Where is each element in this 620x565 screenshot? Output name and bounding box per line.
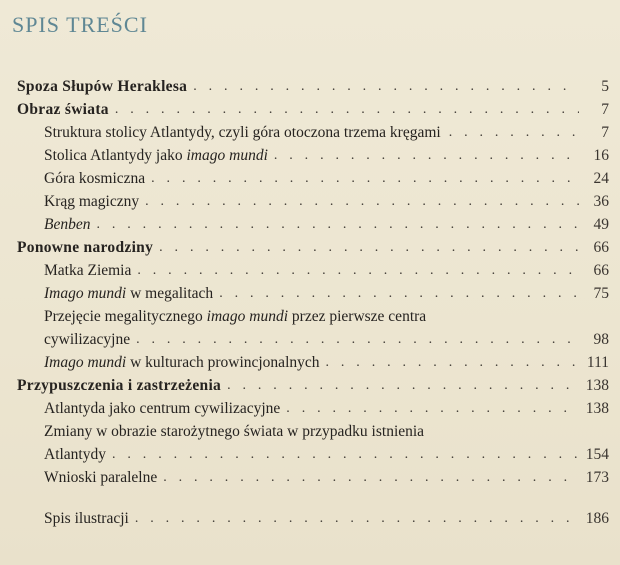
toc-page-number: 75 bbox=[593, 285, 609, 302]
leader-dots bbox=[219, 282, 579, 305]
toc-entry bbox=[17, 213, 609, 236]
table-of-contents bbox=[17, 75, 609, 530]
toc-entry-label: Spis ilustracji bbox=[44, 510, 129, 527]
toc-entry-label: Benben bbox=[44, 216, 91, 233]
toc-entry-label: Przypuszczenia i zastrzeżenia bbox=[17, 377, 222, 394]
toc-page-number: 66 bbox=[593, 239, 609, 256]
leader-dots bbox=[274, 144, 579, 167]
toc-entry bbox=[17, 328, 609, 351]
toc-entry-label: Spoza Słupów Heraklesa bbox=[17, 78, 188, 95]
leader-dots bbox=[449, 121, 579, 144]
toc-page-number: 7 bbox=[601, 101, 609, 118]
toc-entry-label: Atlantyda jako centrum cywilizacyjne bbox=[44, 400, 281, 417]
toc-entry-label: Obraz świata bbox=[17, 101, 109, 118]
toc-entry-line1: Zmiany w obrazie starożytnego świata w przypadku istnienia bbox=[44, 423, 425, 440]
toc-entry-label: cywilizacyjne bbox=[44, 331, 131, 348]
toc-entry-line1: Przejęcie megalitycznego imago mundi przez pierwsze centra bbox=[44, 308, 427, 325]
toc-page-number: 138 bbox=[585, 400, 609, 417]
leader-dots bbox=[96, 213, 579, 236]
toc-entry-label: Matka Ziemia bbox=[44, 262, 132, 279]
leader-dots bbox=[145, 190, 579, 213]
leader-dots bbox=[326, 351, 580, 374]
toc-entry bbox=[17, 397, 609, 420]
page-title: SPIS TREŚCI bbox=[12, 12, 148, 37]
toc-page-number: 66 bbox=[593, 262, 609, 279]
toc-entry-label: Stolica Atlantydy jako imago mundi bbox=[44, 147, 268, 164]
toc-page-number: 36 bbox=[593, 193, 609, 210]
leader-dots bbox=[159, 236, 579, 259]
leader-dots bbox=[136, 328, 579, 351]
toc-entry-label: Góra kosmiczna bbox=[44, 170, 146, 187]
toc-page-number: 5 bbox=[601, 78, 609, 95]
toc-page-number: 7 bbox=[601, 124, 609, 141]
toc-page-number: 16 bbox=[593, 147, 609, 164]
toc-page-number: 154 bbox=[585, 446, 609, 463]
toc-page-number: 138 bbox=[585, 377, 609, 394]
toc-page-number: 49 bbox=[593, 216, 609, 233]
leader-dots bbox=[115, 98, 579, 121]
toc-entry bbox=[17, 507, 609, 530]
toc-entry bbox=[17, 75, 609, 98]
toc-entry-label: Imago mundi w megalitach bbox=[44, 285, 214, 302]
toc-entry bbox=[17, 236, 609, 259]
toc-entry-label: Wnioski paralelne bbox=[44, 469, 158, 486]
toc-page-number: 98 bbox=[593, 331, 609, 348]
spacer bbox=[17, 489, 609, 507]
toc-entry-label: Imago mundi w kulturach prowincjonalnych bbox=[44, 354, 320, 371]
toc-entry bbox=[17, 144, 609, 167]
leader-dots bbox=[112, 443, 579, 466]
toc-entry-label: Ponowne narodziny bbox=[17, 239, 154, 256]
toc-entry bbox=[17, 351, 609, 374]
toc-entry bbox=[17, 167, 609, 190]
toc-entry bbox=[17, 259, 609, 282]
toc-entry bbox=[17, 374, 609, 397]
leader-dots bbox=[163, 466, 579, 489]
toc-entry bbox=[17, 466, 609, 489]
toc-page-number: 173 bbox=[585, 469, 609, 486]
toc-entry-label: Struktura stolicy Atlantydy, czyli góra otoczona trzema kręgami bbox=[44, 124, 441, 141]
toc-page-number: 186 bbox=[585, 510, 609, 527]
toc-entry-label: Krąg magiczny bbox=[44, 193, 140, 210]
toc-entry bbox=[17, 98, 609, 121]
toc-entry bbox=[17, 282, 609, 305]
leader-dots bbox=[151, 167, 579, 190]
toc-entry bbox=[17, 443, 609, 466]
leader-dots bbox=[135, 507, 579, 530]
leader-dots bbox=[286, 397, 579, 420]
toc-entry bbox=[17, 121, 609, 144]
toc-page-number: 24 bbox=[593, 170, 609, 187]
leader-dots bbox=[137, 259, 579, 282]
leader-dots bbox=[193, 75, 579, 98]
leader-dots bbox=[227, 374, 579, 397]
toc-entry bbox=[17, 190, 609, 213]
toc-entry-label: Atlantydy bbox=[44, 446, 106, 463]
toc-page-number: 111 bbox=[586, 354, 609, 371]
